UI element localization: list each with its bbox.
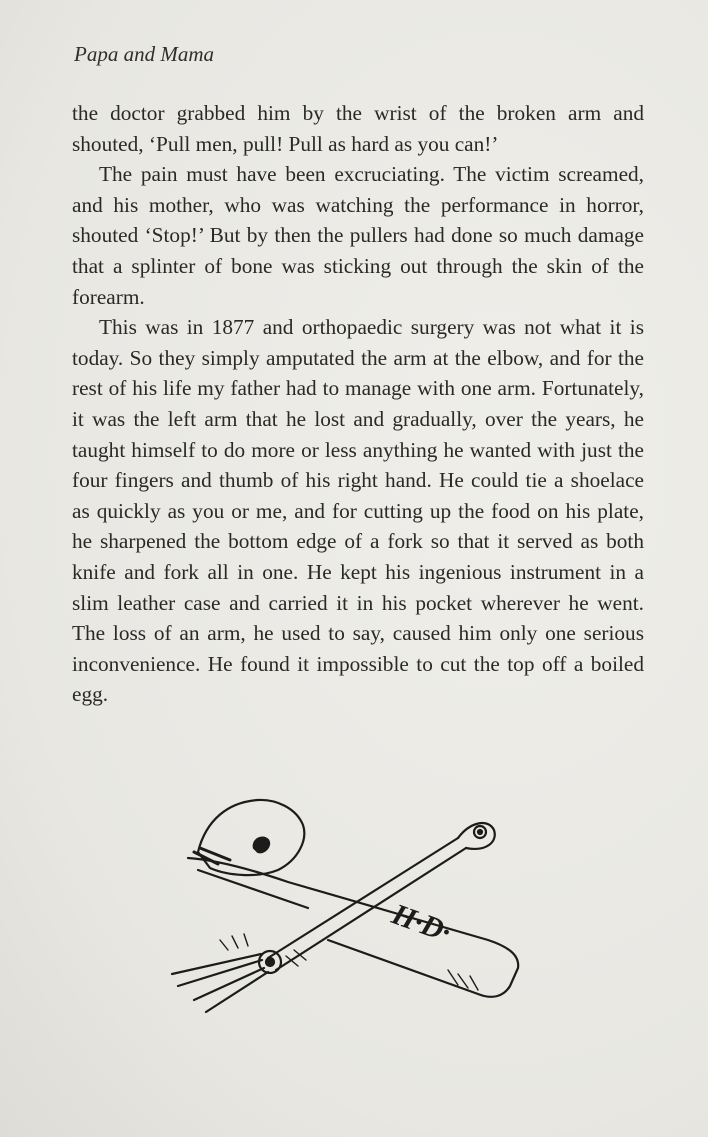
paragraph-3: This was in 1877 and orthopaedic surgery was not what it is today. So they simply amputated the arm at the elbow, and for the rest of his life my father had to manage with one arm. Fortunately, it was the left arm that he lost and gradually, over the years, he taught himself to do more or less anything he wanted with just the four fingers and thumb of his right hand. He could tie a shoelace as quickly as you or me, and for cutting up the food on his plate, he sharpened the bottom edge of a fork so that it served as both knife and fork all in one. He kept his ingenious instrument in a slim leather case and carried it in his pocket wherever he went. The loss of an arm, he used to say, caused him only one serious inconvenience. He found it impossible to cut the top off a boiled egg.	[72, 315, 644, 707]
paragraph-1: the doctor grabbed him by the wrist of the broken arm and shouted, ‘Pull men, pull! Pull as hard as you can!’	[72, 101, 644, 156]
paragraph-2: The pain must have been excruciating. The victim screamed, and his mother, who was watching the performance in horror, shouted ‘Stop!’ But by then the pullers had done so much damage that a splinter of bone was sticking out through the skin of the forearm.	[72, 162, 644, 309]
running-head: Papa and Mama	[74, 42, 214, 66]
case-initials: H·D·	[387, 897, 456, 950]
body-text	[72, 98, 644, 710]
fork-and-case-illustration	[158, 790, 548, 1020]
fork-and-case-drawing-icon	[158, 790, 548, 1020]
